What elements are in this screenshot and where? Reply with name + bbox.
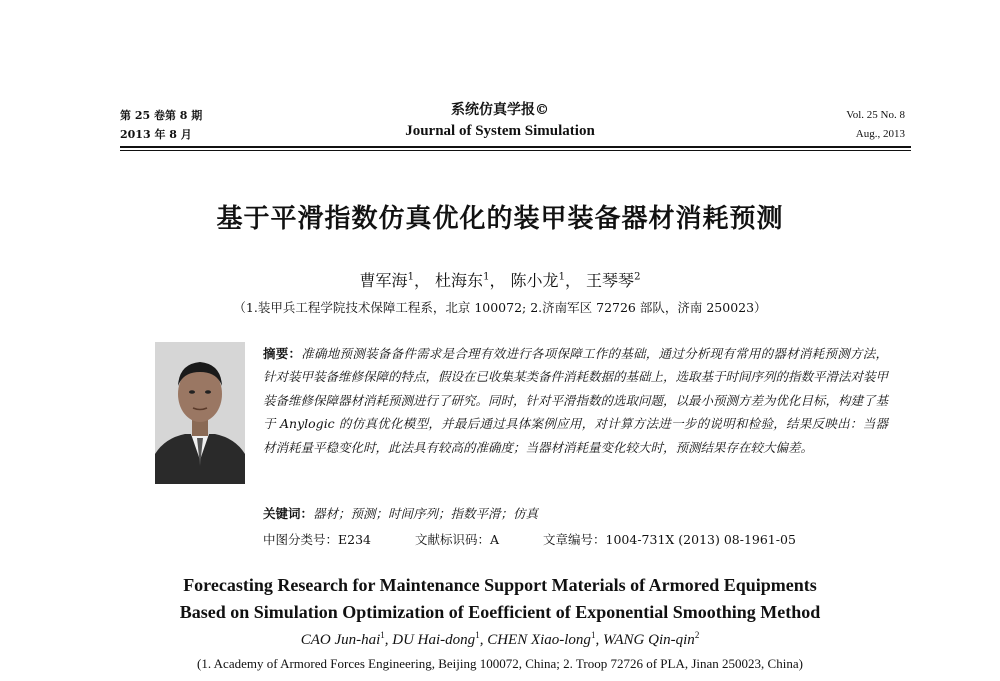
- header-rule-thick: [120, 146, 911, 148]
- abstract: [263, 342, 888, 459]
- journal-masthead: [300, 100, 700, 142]
- document-code: 文献标识码：A: [414, 532, 500, 547]
- header-issue-info: [120, 106, 202, 144]
- abstract-text: 准确地预测装备备件需求是合理有效进行各项保障工作的基础，通过分析现有常用的器材消耗预测方法，针对装甲装备维修保障的特点，假设在已收集某类备件消耗数据的基础上，选取基于时间序列的指数平滑法对装甲装备维修保障器材消耗预测进行了研究。同时，针对平滑指数的选取问题，以最小预测方差为优化目标，构建了基于 Anylogic 的仿真优化模型，并最后通过具体案例应用，对计算方法进一步的说明和检验，结果反映出：当器材消耗量平稳变化时，此法具有较高的准确度；当器材消耗量变化较大时，预测结果存在较大偏差。: [263, 346, 889, 455]
- keywords-label: 关键词：: [263, 506, 314, 521]
- header-rule-thin: [120, 150, 911, 151]
- author-photo: [155, 342, 245, 484]
- issue-cn: 第 25 卷第 8 期: [120, 109, 203, 122]
- author-cn: 陈小龙$^1$，: [510, 271, 581, 290]
- keywords: [263, 504, 538, 522]
- header-volume-info: [846, 106, 905, 144]
- date-en: Aug., 2013: [855, 128, 905, 140]
- paper-title-cn: 基于平滑指数仿真优化的装甲装备器材消耗预测: [216, 204, 784, 234]
- date-cn: 2013 年 8 月: [120, 128, 192, 141]
- author-en: DU Hai-dong$^1$,: [392, 630, 488, 648]
- keywords-text: 器材；预测；时间序列；指数平滑；仿真: [313, 506, 539, 521]
- affiliation-cn: （1.装甲兵工程学院技术保障工程系，北京 100072; 2.济南军区 72726 部队，济南 250023）: [233, 300, 767, 315]
- journal-name-cn: 系统仿真学报©: [451, 102, 549, 118]
- article-number: 文章编号：1004-731X (2013) 08-1961-05: [543, 532, 796, 547]
- clc-number: 中图分类号：E234: [263, 532, 371, 547]
- author-cn: 王琴琴$^2$: [586, 271, 641, 290]
- abstract-label: 摘要：: [263, 346, 302, 361]
- author-cn: 杜海东$^1$，: [435, 271, 506, 290]
- authors-cn: [60, 268, 940, 291]
- author-cn: 曹军海$^1$，: [359, 271, 430, 290]
- affiliation-en: (1. Academy of Armored Forces Engineering, Beijing 100072, China; 2. Troop 72726 of PLA, Jinan 250023, China): [197, 656, 803, 671]
- paper-title-en-line1: Forecasting Research for Maintenance Support Materials of Armored Equipments: [183, 575, 817, 595]
- portrait-illustration: [155, 342, 245, 484]
- paper-title-en: [60, 572, 940, 626]
- authors-en: [60, 630, 940, 649]
- author-en: WANG Qin-qin$^2$: [602, 630, 700, 648]
- journal-name-en: Journal of System Simulation: [405, 123, 595, 139]
- paper-title-en-line2: Based on Simulation Optimization of Eoefficient of Exponential Smoothing Method: [179, 602, 821, 622]
- volume-en: Vol. 25 No. 8: [846, 109, 905, 121]
- author-en: CHEN Xiao-long$^1$,: [487, 630, 603, 648]
- author-en: CAO Jun-hai$^1$,: [300, 630, 393, 648]
- classification-line: [263, 530, 796, 548]
